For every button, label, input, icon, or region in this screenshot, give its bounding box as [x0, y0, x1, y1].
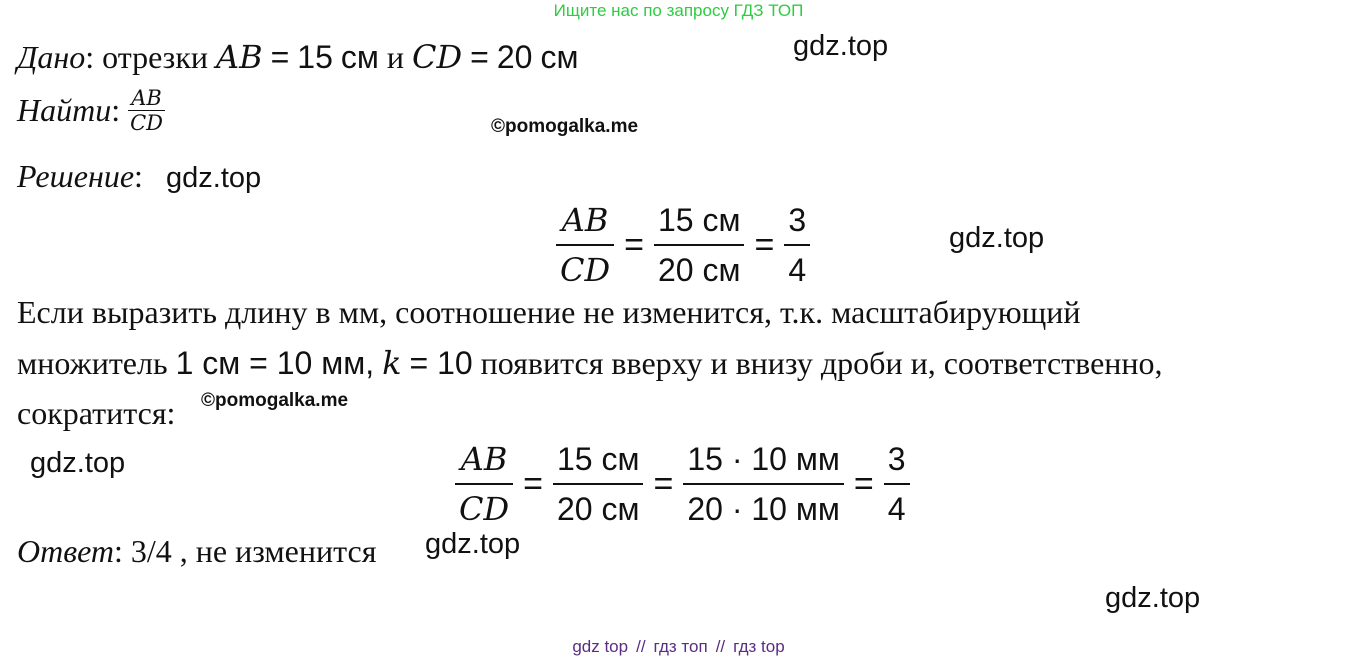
k-variable: k: [382, 344, 402, 382]
find-label: Найти: [17, 92, 112, 128]
answer-colon: :: [114, 533, 123, 569]
given-line: [17, 38, 578, 76]
equals-sign: =: [653, 464, 674, 503]
numerator: 3: [884, 435, 910, 485]
footer-link-gdz-top[interactable]: gdz top: [572, 637, 629, 656]
watermark-pomogalka: ©pomogalka.me: [201, 390, 349, 411]
paragraph-line-1: Если выразить длину в мм, соотношение не изменится, т.к. масштабирующий: [17, 294, 1081, 330]
value-15: 15: [297, 39, 333, 75]
watermark-pomogalka: ©pomogalka.me: [491, 116, 639, 137]
numerator: 15 см: [654, 196, 744, 246]
find-line: [17, 86, 165, 135]
equals-sign: =: [470, 39, 489, 75]
equation-2: [455, 435, 910, 533]
equals-sign: =: [523, 464, 543, 503]
denominator: 4: [788, 252, 807, 288]
find-numerator: AB: [128, 86, 165, 111]
given-colon: :: [85, 39, 95, 75]
numerator: AB: [455, 435, 513, 485]
fraction-3-4: [884, 435, 910, 533]
footer-link-gdz-top-ru[interactable]: гдз топ: [653, 637, 708, 656]
numerator: 15 см: [553, 435, 643, 485]
watermark-gdz: gdz.top: [793, 30, 889, 62]
denominator: 4: [887, 491, 906, 527]
equals-sign: =: [853, 464, 874, 503]
equals-sign: =: [624, 225, 644, 264]
segment-cd: CD: [412, 38, 463, 76]
solution-colon: :: [134, 158, 143, 194]
equation-1: [556, 196, 810, 294]
watermark-gdz: gdz.top: [30, 447, 126, 479]
footer-link-gdz-top-mixed[interactable]: гдз top: [733, 637, 785, 656]
top-banner: Ищите нас по запросу ГДЗ ТОП: [553, 1, 804, 20]
answer-line: [17, 533, 376, 570]
unit-cm: см: [540, 39, 579, 75]
conjunction: и: [386, 39, 405, 75]
fraction-ab-cd: [455, 435, 513, 533]
value-20: 20: [496, 39, 533, 75]
equals-sign: =: [754, 225, 775, 264]
paragraph-line-3: сократится:: [17, 395, 176, 431]
fraction-ab-cd: [556, 196, 614, 294]
fraction-3-4: [784, 196, 810, 294]
conversion: 1 см = 10 мм,: [175, 345, 375, 381]
given-text: отрезки: [102, 39, 208, 75]
paragraph-continuation: появится вверху и внизу дроби и, соответственно,: [480, 345, 1163, 381]
answer-text: 3/4 , не изменится: [130, 533, 377, 569]
numerator: AB: [556, 196, 614, 246]
unit-cm: см: [340, 39, 379, 75]
k-value: = 10: [409, 345, 473, 381]
find-fraction: [128, 86, 165, 135]
denominator: 20 см: [557, 491, 640, 527]
fraction-15-20: [553, 435, 643, 533]
equals-sign: =: [270, 39, 290, 75]
segment-ab: AB: [215, 38, 263, 76]
answer-label: Ответ: [17, 533, 114, 569]
multiplier-word: множитель: [17, 345, 168, 381]
denominator: 20 см: [658, 252, 741, 288]
find-colon: :: [111, 92, 121, 128]
numerator: 3: [784, 196, 810, 246]
denominator: CD: [560, 251, 611, 289]
paragraph-line-2: [17, 344, 1163, 382]
denominator: 20 · 10 мм: [687, 491, 840, 527]
solution-label: Решение: [17, 158, 135, 194]
footer-separator: //: [636, 637, 646, 656]
find-denominator: CD: [130, 111, 164, 135]
watermark-gdz: gdz.top: [166, 162, 262, 194]
numerator: 15 · 10 мм: [683, 435, 844, 485]
fraction-mm: [683, 435, 844, 533]
fraction-15-20: [654, 196, 744, 294]
watermark-gdz: gdz.top: [1105, 582, 1201, 614]
given-label: Дано: [17, 39, 86, 75]
watermark-gdz: gdz.top: [949, 222, 1045, 254]
footer-links: [0, 637, 1357, 657]
footer-separator: //: [715, 637, 726, 656]
solution-line: [17, 158, 143, 195]
denominator: CD: [459, 490, 510, 528]
watermark-gdz: gdz.top: [425, 528, 521, 560]
